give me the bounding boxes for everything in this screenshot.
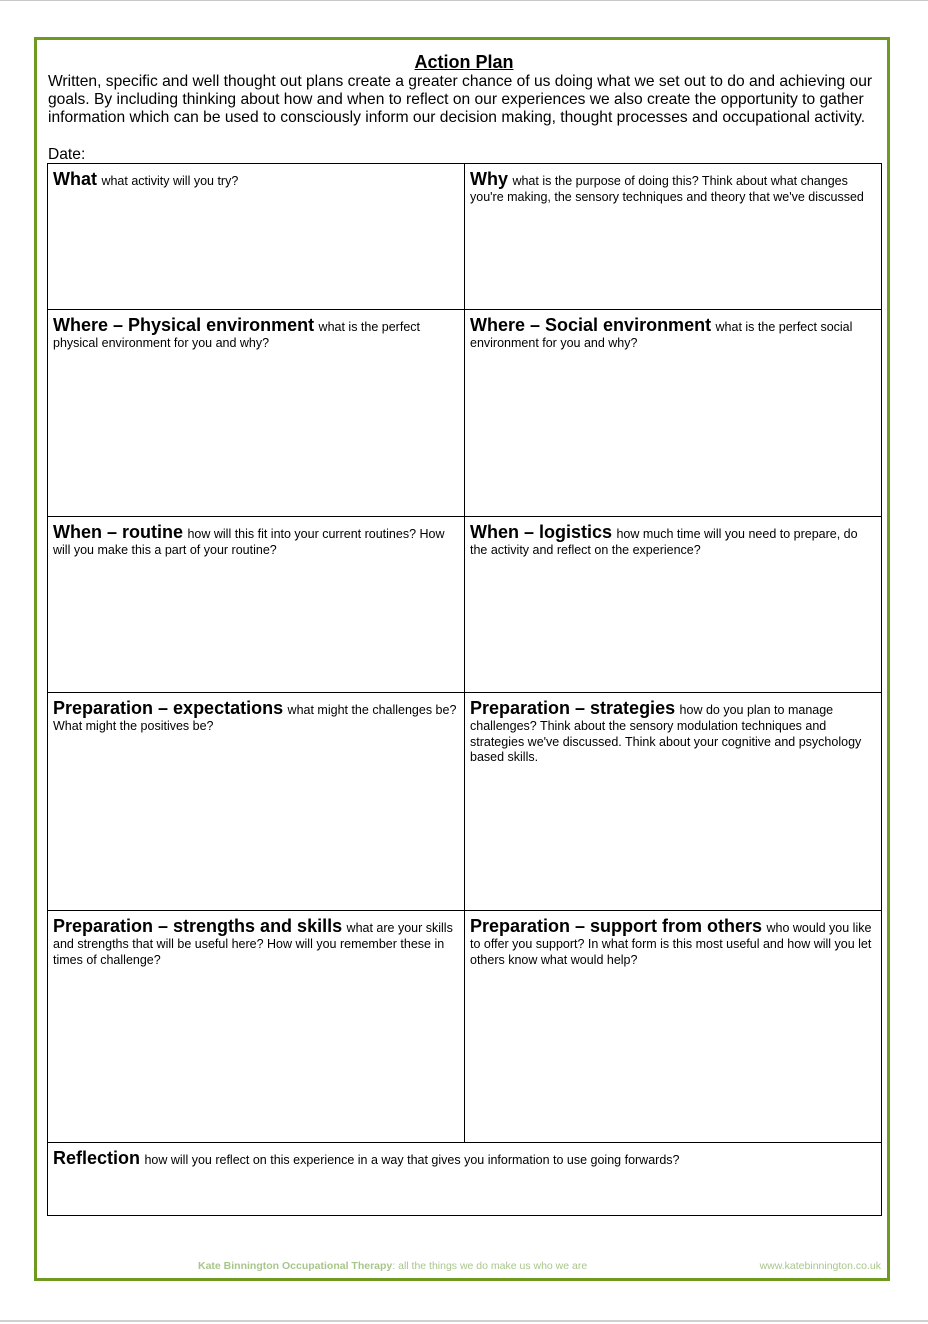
date-label[interactable]: Date:	[48, 146, 86, 163]
cell-preparation-strengths[interactable]	[48, 911, 465, 1143]
cell-heading: Preparation – expectations	[53, 698, 284, 718]
cell-prompt: how will you reflect on this experience in a way that gives you information to use going forwards?	[144, 1153, 680, 1167]
cell-heading: When – logistics	[470, 522, 613, 542]
cell-heading: Preparation – support from others	[470, 916, 763, 936]
cell-prompt: how will this fit into your current routines? How will you make this a part of your routine?	[53, 527, 445, 557]
cell-prompt: what is the perfect social environment for you and why?	[470, 320, 853, 350]
cell-where-physical[interactable]	[48, 310, 465, 517]
cell-heading: When – routine	[53, 522, 183, 542]
cell-prompt: who would you like to offer you support? In what form is this most useful and how will you let others know what would help?	[470, 921, 872, 967]
cell-prompt: how much time will you need to prepare, do the activity and reflect on the experience?	[470, 527, 858, 557]
cell-why[interactable]	[465, 164, 882, 310]
cell-where-social[interactable]	[465, 310, 882, 517]
cell-heading: Why	[470, 169, 508, 189]
cell-heading: Reflection	[53, 1148, 141, 1168]
footer-brand-line	[198, 1260, 587, 1272]
footer-website[interactable]: www.katebinnington.co.uk	[759, 1260, 881, 1272]
cell-heading: What	[53, 169, 97, 189]
cell-preparation-expectations[interactable]	[48, 693, 465, 911]
cell-heading: Where – Social environment	[470, 315, 712, 335]
footer-tagline: : all the things we do make us who we are	[392, 1260, 588, 1272]
cell-preparation-strategies[interactable]	[465, 693, 882, 911]
cell-what[interactable]	[48, 164, 465, 310]
page-title: Action Plan	[414, 52, 514, 72]
cell-reflection[interactable]	[48, 1143, 882, 1216]
top-divider	[0, 0, 928, 1]
cell-prompt: what activity will you try?	[101, 174, 239, 188]
cell-heading: Preparation – strengths and skills	[53, 916, 343, 936]
cell-when-logistics[interactable]	[465, 517, 882, 693]
cell-heading: Preparation – strategies	[470, 698, 676, 718]
cell-preparation-support[interactable]	[465, 911, 882, 1143]
cell-prompt: what might the challenges be? What might the positives be?	[53, 703, 457, 733]
cell-prompt: what is the perfect physical environment for you and why?	[53, 320, 420, 350]
cell-heading: Where – Physical environment	[53, 315, 315, 335]
footer-brand: Kate Binnington Occupational Therapy	[198, 1260, 393, 1272]
intro-paragraph: Written, specific and well thought out plans create a greater chance of us doing what we set out to do and achieving our goals. By including thinking about how and when to reflect on our experiences we also create the opportunity to gather information which can be used to consciously inform our decision making, thought processes and occupational activity.	[48, 73, 873, 126]
cell-when-routine[interactable]	[48, 517, 465, 693]
cell-prompt: what are your skills and strengths that will be useful here? How will you remember these in times of challenge?	[53, 921, 453, 967]
cell-prompt: what is the purpose of doing this? Think about what changes you're making, the sensory techniques and theory that we've discussed	[470, 174, 864, 204]
action-plan-table	[47, 163, 882, 1216]
bottom-divider	[0, 1320, 928, 1322]
cell-prompt: how do you plan to manage challenges? Think about the sensory modulation techniques and strategies we've discussed. Think about your cognitive and psychology based skills.	[470, 703, 862, 764]
